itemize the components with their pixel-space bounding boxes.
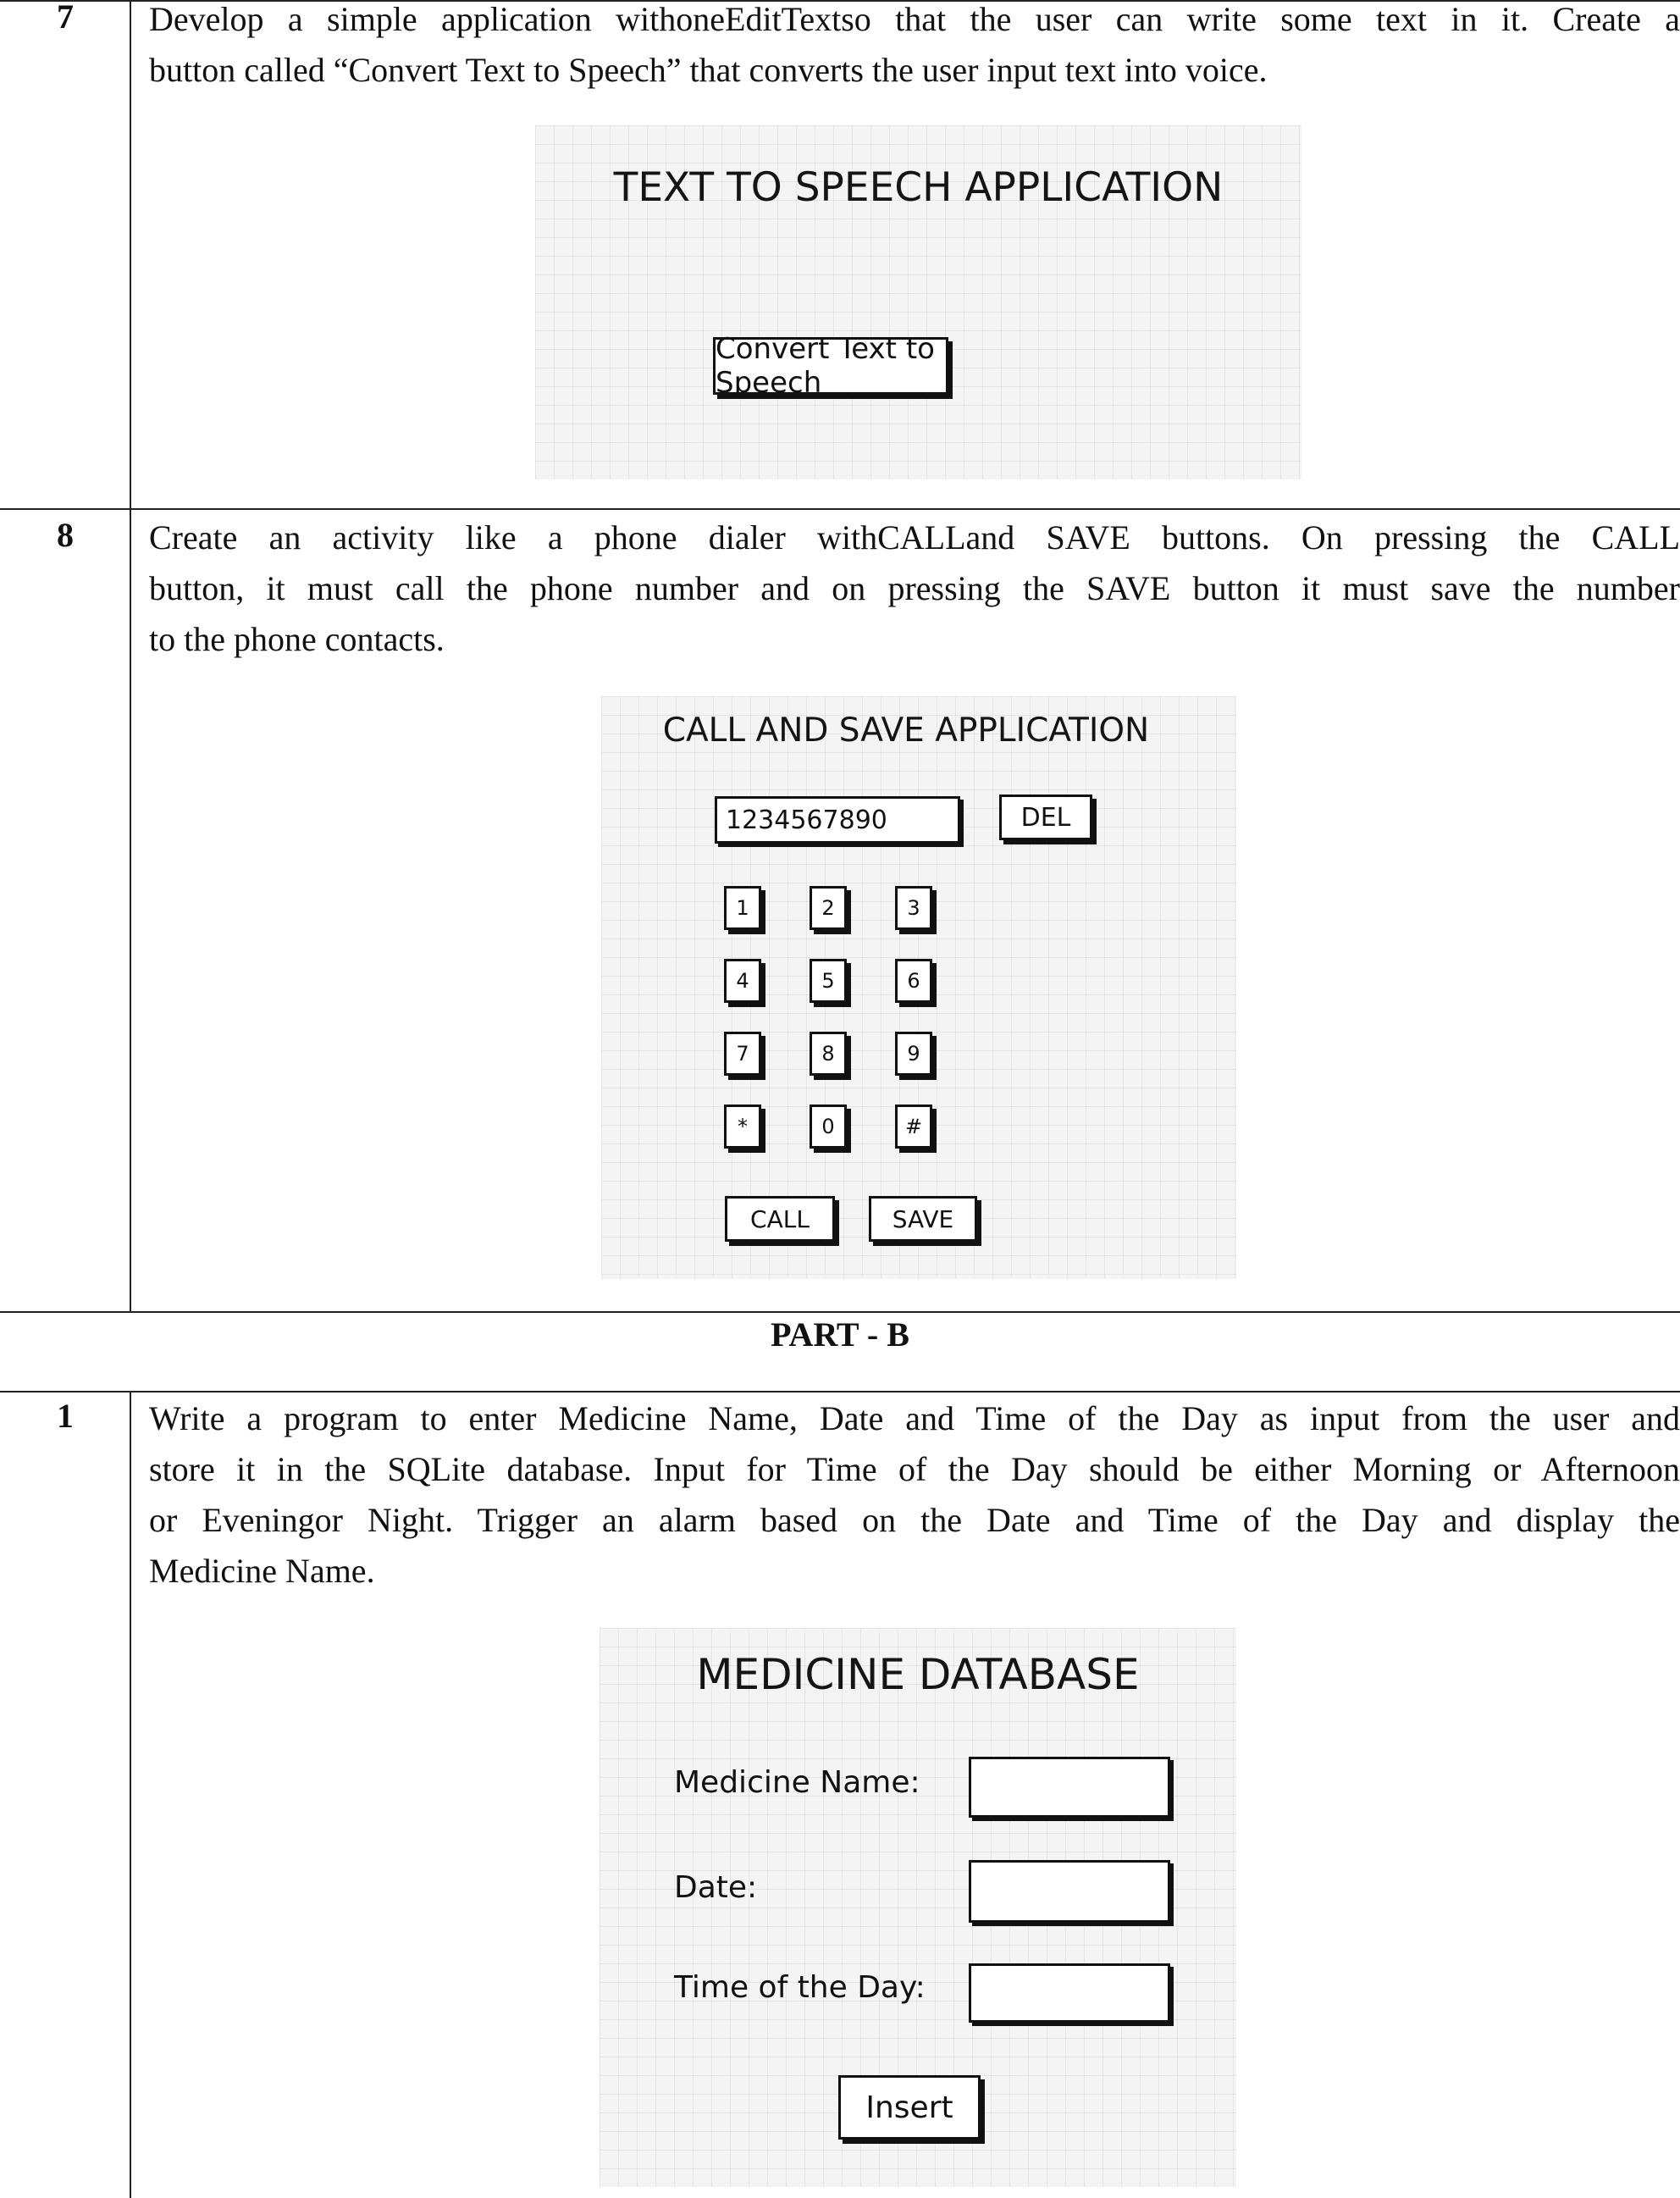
row-number-8: 8 [57, 516, 74, 554]
medicine-name-input[interactable] [969, 1757, 1170, 1818]
call-button[interactable]: CALL [725, 1196, 835, 1242]
tts-app-title: TEXT TO SPEECH APPLICATION [613, 164, 1224, 211]
column-divider-upper [130, 0, 131, 1312]
dial-key-1[interactable]: 1 [724, 886, 761, 930]
row-1-line-2: store it in the SQLite database. Input for Time of the Day should be either Morning or Afternoon [149, 1450, 1680, 1488]
dial-key-8[interactable]: 8 [810, 1032, 847, 1076]
row-number-7: 7 [57, 0, 74, 36]
row-divider-7-8 [0, 508, 1680, 510]
row-8-line-2: button, it must call the phone number and on pressing the SAVE button it must save the number [149, 569, 1680, 607]
phone-number-input[interactable]: 1234567890 [715, 796, 960, 844]
dial-key-9[interactable]: 9 [895, 1032, 932, 1076]
row-7-line-1: Develop a simple application withoneEditTextso that the user can write some text in it. Create a [149, 0, 1680, 38]
part-b-heading: PART - B [771, 1315, 909, 1354]
dial-key-0[interactable]: 0 [810, 1105, 847, 1149]
row-7-description [149, 0, 1680, 96]
dial-key-star[interactable]: * [724, 1105, 761, 1149]
convert-text-to-speech-button[interactable]: Convert Text to Speech [713, 337, 948, 395]
row-8-description [149, 512, 1680, 665]
row-number-1: 1 [57, 1397, 74, 1435]
dialer-app-title: CALL AND SAVE APPLICATION [662, 711, 1150, 750]
call-and-save-mockup [601, 696, 1236, 1279]
row-8-line-1: Create an activity like a phone dialer withCALLand SAVE buttons. On pressing the CALL [149, 518, 1680, 556]
time-of-day-input[interactable] [969, 1963, 1170, 2023]
dial-key-7[interactable]: 7 [724, 1032, 761, 1076]
row-1-line-4: Medicine Name. [149, 1552, 375, 1590]
time-of-day-label: Time of the Day: [674, 1970, 926, 2005]
row-7-line-2: button called “Convert Text to Speech” that converts the user input text into voice. [149, 51, 1268, 89]
insert-button[interactable]: Insert [838, 2075, 981, 2140]
medicine-database-mockup [600, 1628, 1236, 2187]
row-1-line-1: Write a program to enter Medicine Name, Date and Time of the Day as input from the user and [149, 1399, 1680, 1437]
dial-key-6[interactable]: 6 [895, 959, 932, 1003]
dial-key-3[interactable]: 3 [895, 886, 932, 930]
del-button[interactable]: DEL [999, 794, 1092, 840]
row-8-line-3: to the phone contacts. [149, 620, 445, 658]
medicine-name-label: Medicine Name: [674, 1765, 920, 1800]
save-button[interactable]: SAVE [869, 1196, 977, 1242]
row-divider-8-partb [0, 1311, 1680, 1313]
dial-key-2[interactable]: 2 [810, 886, 847, 930]
date-input[interactable] [969, 1860, 1170, 1923]
row-1-description [149, 1393, 1680, 1597]
date-label: Date: [674, 1870, 758, 1905]
column-divider-lower [130, 1391, 131, 2198]
dial-key-4[interactable]: 4 [724, 959, 761, 1003]
text-to-speech-mockup [535, 125, 1301, 479]
medicine-app-title: MEDICINE DATABASE [696, 1650, 1140, 1699]
row-divider-partb-1 [0, 1391, 1680, 1392]
dial-key-hash[interactable]: # [895, 1105, 932, 1149]
row-1-line-3: or Eveningor Night. Trigger an alarm based on the Date and Time of the Day and display the [149, 1501, 1680, 1539]
dial-key-5[interactable]: 5 [810, 959, 847, 1003]
